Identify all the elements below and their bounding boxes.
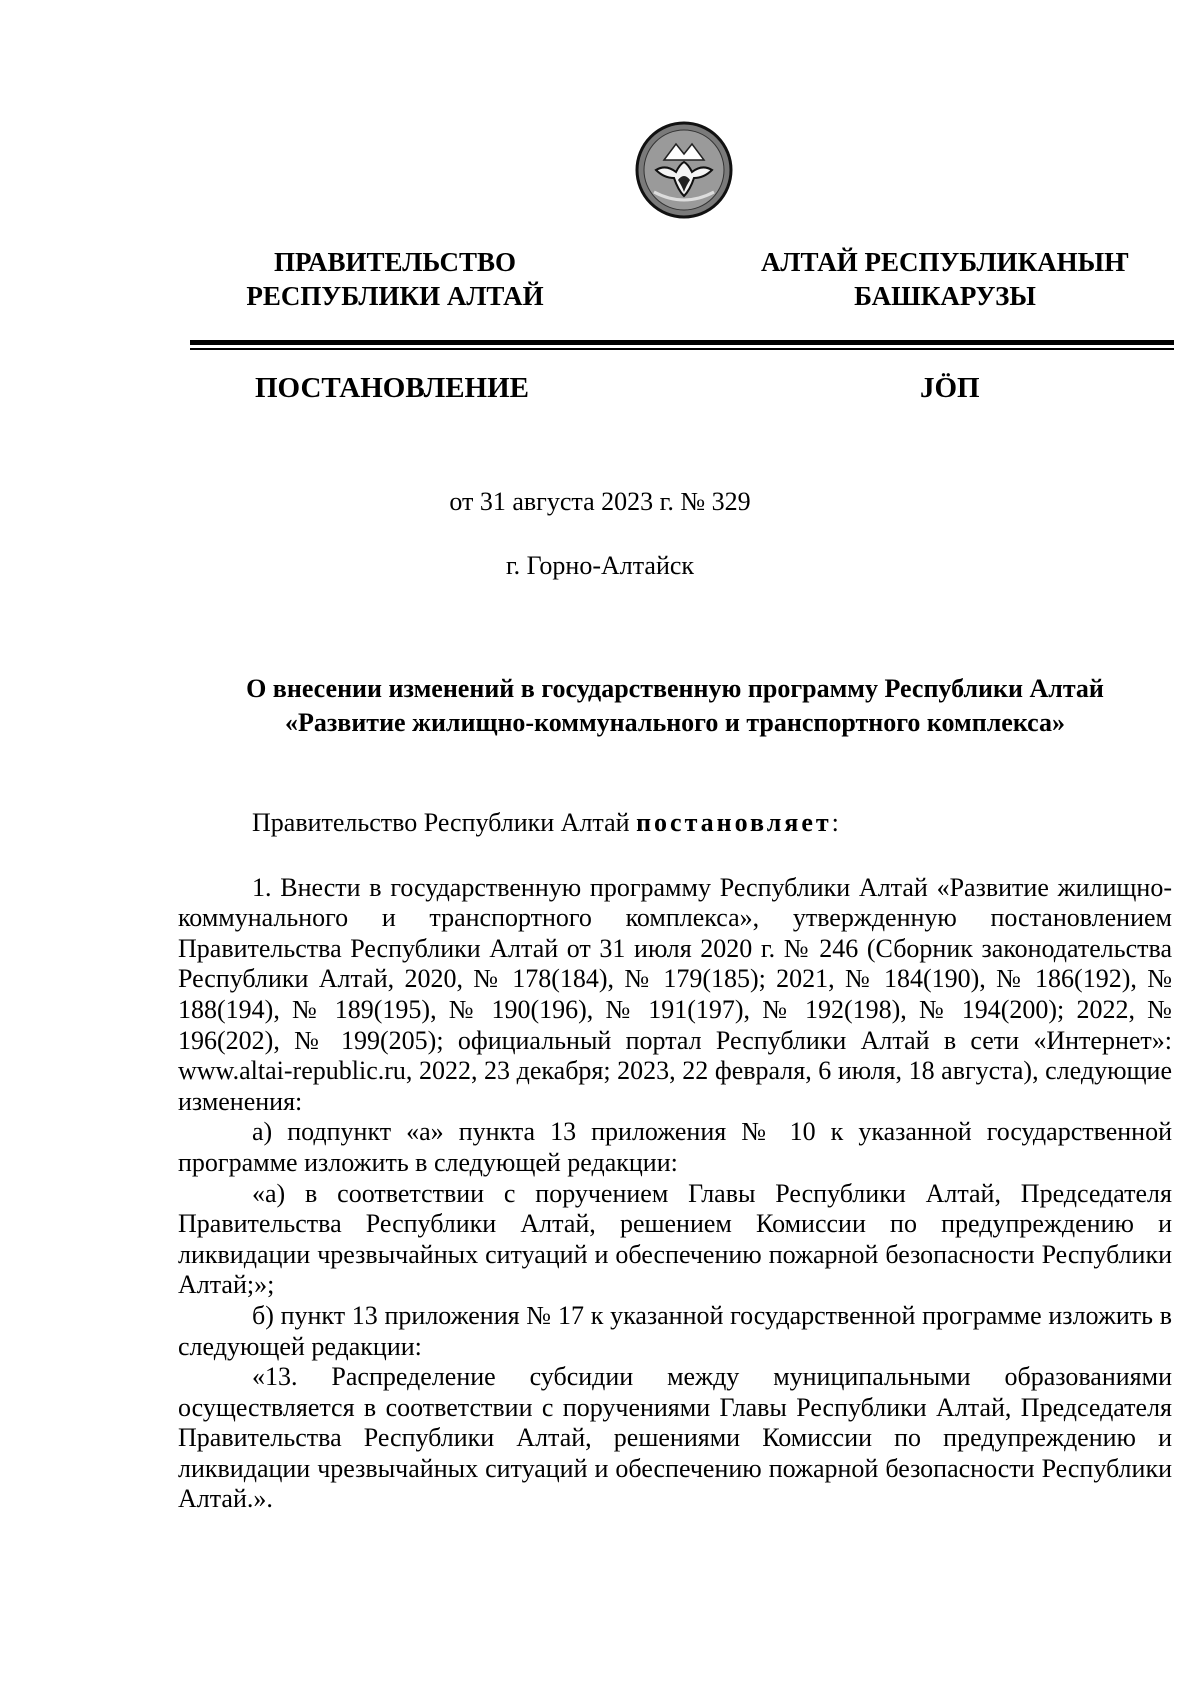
header-left-line1: ПРАВИТЕЛЬСТВО (273, 247, 517, 277)
city-line: г. Горно-Алтайск (505, 551, 695, 580)
document-body (178, 808, 1172, 1515)
government-name-alt (710, 245, 1180, 313)
doc-type-alt: JÖП (920, 372, 980, 404)
date-number-line: от 31 августа 2023 г. № 329 (449, 487, 751, 516)
document-heading (150, 672, 1200, 740)
preamble-decree-word: постановляет (636, 808, 832, 837)
government-name-ru (195, 245, 595, 313)
header-right-line1: АЛТАЙ РЕСПУБЛИКАНЫҤ (760, 247, 1130, 277)
preamble-colon: : (831, 808, 839, 837)
header-divider-thin (190, 348, 1174, 350)
header-divider-thick (190, 340, 1174, 345)
preamble (178, 808, 1172, 839)
paragraph-2: а) подпункт «а» пункта 13 приложения № 10 к указанной государственной программе изложить в следующей редакции: (178, 1117, 1172, 1177)
doc-type-ru: ПОСТАНОВЛЕНИЕ (255, 372, 530, 404)
paragraph-4: б) пункт 13 приложения № 17 к указанной государственной программе изложить в следующей редакции: (178, 1300, 1172, 1361)
heading-line2: «Развитие жилищно-коммунального и транспортного комплекса» (284, 708, 1066, 737)
paragraph-5: «13. Распределение субсидии между муниципальными образованиями осуществляется в соответствии с поручениями Главы Республики Алтай, Председателя Правительства Республики Алтай, решениями Комиссии по предупреждению и ликвидации чрезвычайных ситуаций и обеспечению пожарной безопасности Республики Алтай.». (178, 1362, 1172, 1514)
preamble-text: Правительство Республики Алтай (252, 808, 637, 837)
heading-line1: О внесении изменений в государственную программу Республики Алтай (246, 674, 1104, 703)
paragraph-1: 1. Внести в государственную программу Республики Алтай «Развитие жилищно-коммунального и транспортного комплекса», утвержденную постановлением Правительства Республики Алтай от 31 июля 2020 г. № 246 (Сборник законодательства Республики Алтай, 2020, № 178(184), № 179(185); 2021, № 184(190), № 186(192), № 188(194), № 189(195), № 190(196), № 191(197), № 192(198), № 194(200); 2022, № 196(202), № 199(205); официальный портал Республики Алтай в сети «Интернет»: www.altai-republic.ru, 2022, 23 декабря; 2023, 22 февраля, 6 июля, 18 августа), следующие изменения: (178, 872, 1172, 1116)
header-left-line2: РЕСПУБЛИКИ АЛТАЙ (246, 281, 544, 311)
paragraph-3: «а) в соответствии с поручением Главы Республики Алтай, Председателя Правительства Республики Алтай, решением Комиссии по предупреждению и ликвидации чрезвычайных ситуаций и обеспечению пожарной безопасности Республики Алтай;»; (178, 1178, 1172, 1300)
coat-of-arms-icon (634, 120, 734, 220)
header-right-line2: БАШКАРУЗЫ (854, 281, 1036, 311)
